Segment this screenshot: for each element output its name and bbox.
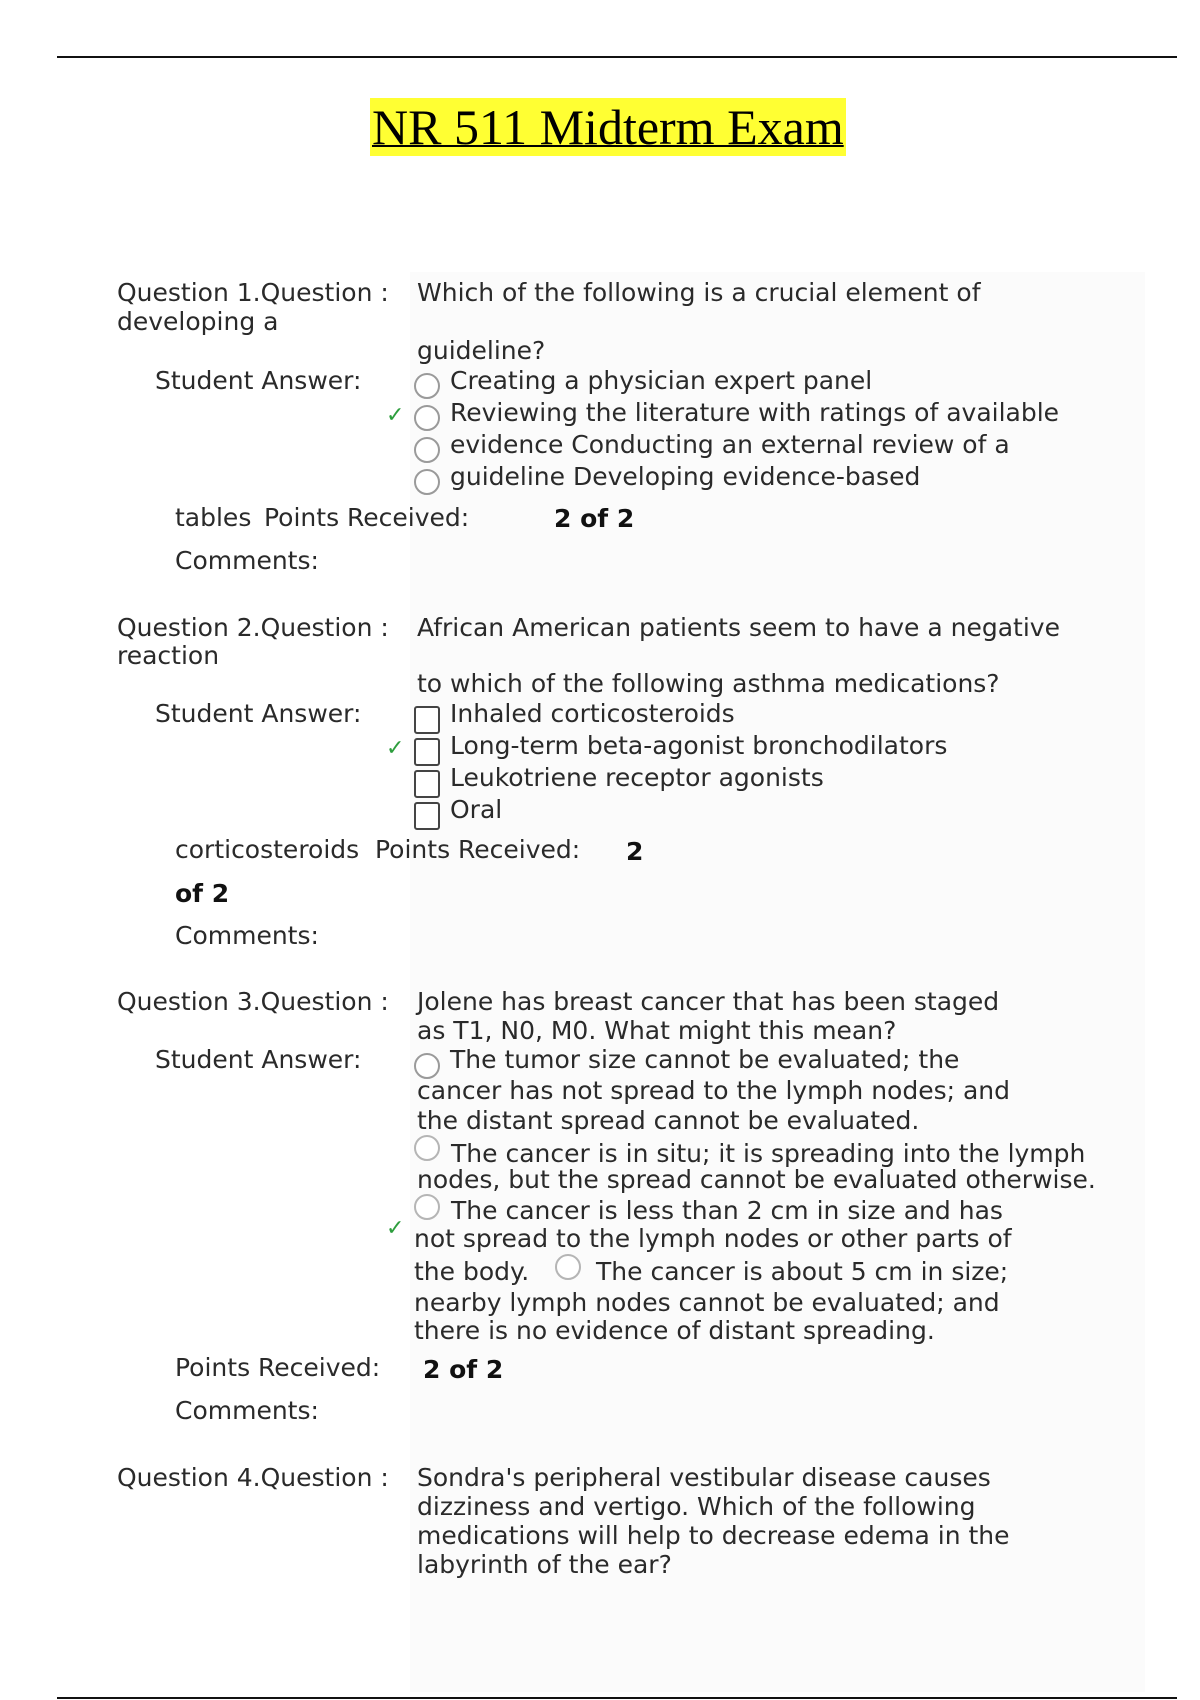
answer-option: Leukotriene receptor agonists xyxy=(450,763,824,792)
answer-option-line: nodes, but the spread cannot be evaluated otherwise. xyxy=(417,1165,1096,1194)
comments-label: Comments: xyxy=(175,1396,319,1425)
check-icon: ✓ xyxy=(386,1216,405,1241)
top-rule xyxy=(57,56,1177,58)
check-icon: ✓ xyxy=(386,403,405,428)
answer-option: Reviewing the literature with ratings of available xyxy=(450,398,1060,427)
answer-option: Inhaled corticosteroids xyxy=(450,699,735,728)
answer-option: guideline Developing evidence-based xyxy=(450,462,921,491)
comments-label: Comments: xyxy=(175,921,319,950)
question-1-text-line: guideline? xyxy=(417,336,546,365)
answer-option-line: the distant spread cannot be evaluated. xyxy=(417,1106,920,1135)
answer-option: Long-term beta-agonist bronchodilators xyxy=(450,731,948,760)
question-1-label: Question 1.Question : xyxy=(117,278,389,307)
points-value-continuation: of 2 xyxy=(175,879,230,908)
student-answer-label: Student Answer: xyxy=(155,366,362,395)
points-received-label: Points Received: xyxy=(264,503,470,532)
answer-option-continuation: tables xyxy=(175,503,252,532)
question-1-text-line: Which of the following is a crucial element of xyxy=(417,278,981,307)
answer-radio[interactable] xyxy=(414,405,440,431)
answer-option-line: not spread to the lymph nodes or other parts of xyxy=(414,1224,1012,1253)
question-3-label: Question 3.Question : xyxy=(117,987,389,1016)
answer-option-line: The cancer is in situ; it is spreading into the lymph xyxy=(451,1139,1086,1168)
answer-radio[interactable] xyxy=(414,437,440,463)
question-4-label: Question 4.Question : xyxy=(117,1463,389,1492)
points-received-label: Points Received: xyxy=(375,835,581,864)
points-value: 2 xyxy=(626,837,644,866)
answer-option-continuation: corticosteroids xyxy=(175,835,360,864)
answer-radio[interactable] xyxy=(414,373,440,399)
question-4-text-line: labyrinth of the ear? xyxy=(417,1550,672,1579)
answer-radio[interactable] xyxy=(555,1254,581,1280)
answer-checkbox[interactable] xyxy=(414,770,440,798)
answer-option: evidence Conducting an external review of a xyxy=(450,430,1010,459)
check-icon: ✓ xyxy=(386,736,405,761)
question-2-text-wrap: reaction xyxy=(117,641,220,670)
answer-option: Creating a physician expert panel xyxy=(450,366,873,395)
answer-checkbox[interactable] xyxy=(414,706,440,734)
question-3-text-line: as T1, N0, M0. What might this mean? xyxy=(417,1016,897,1045)
answer-radio[interactable] xyxy=(414,469,440,495)
question-4-text-line: medications will help to decrease edema in the xyxy=(417,1521,1010,1550)
answer-option-line: The tumor size cannot be evaluated; the xyxy=(450,1045,960,1074)
points-value: 2 of 2 xyxy=(423,1355,504,1384)
question-2-text-line: African American patients seem to have a negative xyxy=(417,613,1060,642)
student-answer-label: Student Answer: xyxy=(155,699,362,728)
points-value: 2 of 2 xyxy=(554,504,635,533)
question-2-text-line: to which of the following asthma medications? xyxy=(417,669,1000,698)
answer-option-line: cancer has not spread to the lymph nodes; and xyxy=(417,1076,1011,1105)
answer-checkbox[interactable] xyxy=(414,802,440,830)
answer-radio[interactable] xyxy=(414,1194,440,1220)
answer-option: Oral xyxy=(450,795,503,824)
question-3-text-line: Jolene has breast cancer that has been staged xyxy=(417,987,1000,1016)
answer-radio[interactable] xyxy=(414,1135,440,1161)
question-2-label: Question 2.Question : xyxy=(117,613,389,642)
bottom-rule xyxy=(57,1697,1177,1699)
points-received-label: Points Received: xyxy=(175,1353,381,1382)
answer-option-line: The cancer is about 5 cm in size; xyxy=(596,1257,1009,1286)
question-4-text-line: dizziness and vertigo. Which of the following xyxy=(417,1492,976,1521)
answer-option-line: the body. xyxy=(414,1257,530,1286)
comments-label: Comments: xyxy=(175,546,319,575)
answer-checkbox[interactable] xyxy=(414,738,440,766)
answer-option-line: The cancer is less than 2 cm in size and has xyxy=(451,1196,1003,1225)
page-title: NR 511 Midterm Exam xyxy=(372,99,844,155)
question-1-text-wrap: developing a xyxy=(117,307,279,336)
question-4-text-line: Sondra's peripheral vestibular disease causes xyxy=(417,1463,991,1492)
student-answer-label: Student Answer: xyxy=(155,1045,362,1074)
answer-option-line: there is no evidence of distant spreading. xyxy=(414,1316,935,1345)
answer-option-line: nearby lymph nodes cannot be evaluated; and xyxy=(414,1288,1000,1317)
